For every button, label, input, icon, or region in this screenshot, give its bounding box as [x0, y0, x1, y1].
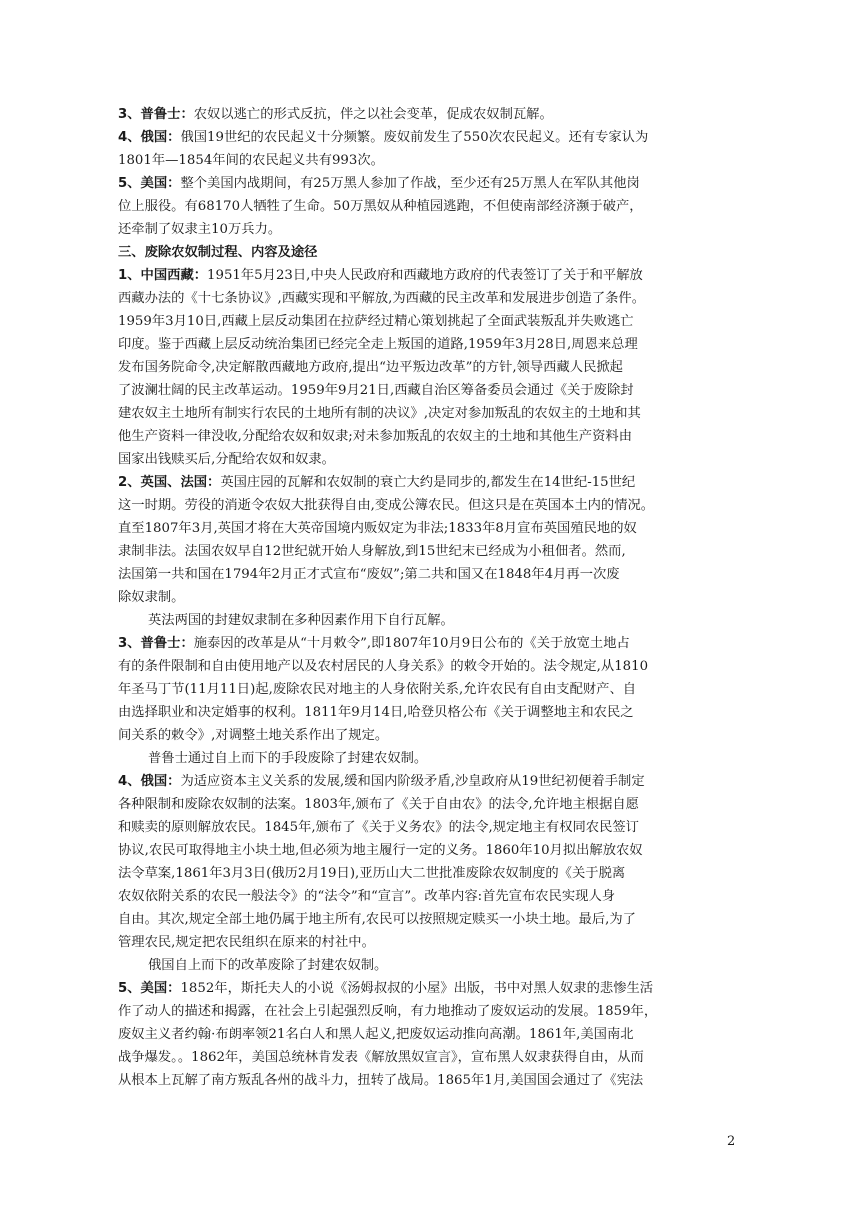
text-line — [118, 195, 740, 218]
line-text: 法国第一共和国在1794年2月正才式宣布“废奴”;第二共和国又在1848年4月再一次废 — [118, 567, 620, 582]
text-line — [118, 655, 740, 678]
line-text: 俄国19世纪的农民起义十分频繁。废奴前发生了550次农民起义。还有专家认为 — [180, 130, 649, 145]
text-line — [118, 563, 740, 586]
text-line — [118, 747, 740, 770]
text-line — [118, 793, 740, 816]
item-label: 3、普鲁士： — [118, 636, 194, 651]
text-line — [118, 839, 740, 862]
text-line — [118, 816, 740, 839]
line-text: 管理农民,规定把农民组织在原来的村社中。 — [118, 935, 375, 950]
text-line — [118, 770, 740, 793]
text-line — [118, 586, 740, 609]
text-line — [118, 724, 740, 747]
line-text: 1852年，斯托夫人的小说《汤姆叔叔的小屋》出版，书中对黑人奴隶的悲惨生活 — [180, 981, 654, 996]
text-line — [118, 1046, 740, 1069]
text-line — [118, 149, 740, 172]
line-text: 从根本上瓦解了南方叛乱各州的战斗力，扭转了战局。1865年1月,美国国会通过了《宪法 — [118, 1073, 644, 1088]
line-text: 自由。其次,规定全部土地仍属于地主所有,农民可以按照规定赎买一小块土地。最后,为了 — [118, 912, 636, 927]
text-line — [118, 126, 740, 149]
text-line — [118, 1023, 740, 1046]
line-text: 印度。鉴于西藏上层反动统治集团已经完全走上叛国的道路,1959年3月28日,周恩来总理 — [118, 337, 638, 352]
item-label: 2、英国、法国： — [118, 475, 221, 490]
line-text: 农奴以逃亡的形式反抗，伴之以社会变革，促成农奴制瓦解。 — [193, 107, 553, 122]
line-text: 协议,农民可取得地主小块土地,但必须为地主履行一定的义务。1860年10月拟出解放农奴 — [118, 843, 643, 858]
line-text: 有的条件限制和自由使用地产以及农村居民的人身关系》的敕令开始的。法令规定,从1810 — [118, 659, 649, 674]
line-text: 了波澜壮阔的民主改革运动。1959年9月21日,西藏自治区筹备委员会通过《关于废除封 — [118, 383, 634, 398]
text-line — [118, 908, 740, 931]
text-line — [118, 931, 740, 954]
section-heading — [118, 241, 740, 264]
text-line — [118, 517, 740, 540]
text-line — [118, 1069, 740, 1092]
line-text: 和赎卖的原则解放农民。1845年,颁布了《关于义务农》的法令,规定地主有权同农民签订 — [118, 820, 639, 835]
text-line — [118, 1000, 740, 1023]
text-line — [118, 356, 740, 379]
text-line — [118, 609, 740, 632]
document-body — [118, 103, 740, 1092]
line-text: 施泰因的改革是从“十月敕令”,即1807年10月9日公布的《关于放宽土地占 — [193, 636, 630, 651]
line-text: 间关系的敕令》,对调整土地关系作出了规定。 — [118, 728, 389, 743]
line-text: 1959年3月10日,西藏上层反动集团在拉萨经过精心策划挑起了全面武装叛乱并失败逃亡 — [118, 314, 634, 329]
line-text: 年圣马丁节(11月11日)起,废除农民对地主的人身依附关系,允许农民有自由支配财产、自 — [118, 682, 637, 697]
line-text: 西藏办法的《十七条协议》,西藏实现和平解放,为西藏的民主改革和发展进步创造了条件。 — [118, 291, 646, 306]
line-text: 发布国务院命令,决定解散西藏地方政府,提出“边平叛边改革”的方针,领导西藏人民掀起 — [118, 360, 623, 375]
line-text: 战争爆发。。1862年，美国总统林肯发表《解放黑奴宣言》，宣布黑人奴隶获得自由，从而 — [118, 1050, 644, 1065]
text-line — [118, 471, 740, 494]
line-text: 1951年5月23日,中央人民政府和西藏地方政府的代表签订了关于和平解放 — [207, 268, 643, 283]
line-text: 英国庄园的瓦解和农奴制的衰亡大约是同步的,都发生在14世纪-15世纪 — [220, 475, 636, 490]
line-text: 普鲁士通过自上而下的手段废除了封建农奴制。 — [148, 751, 428, 766]
line-text: 直至1807年3月,英国才将在大英帝国境内贩奴定为非法;1833年8月宣布英国殖民地的奴 — [118, 521, 637, 536]
line-text: 建农奴主土地所有制实行农民的土地所有制的决议》,决定对参加叛乱的农奴主的土地和其 — [118, 406, 641, 421]
text-line — [118, 494, 740, 517]
text-line — [118, 103, 740, 126]
text-line — [118, 885, 740, 908]
line-text: 还牵制了奴隶主10万兵力。 — [118, 222, 282, 237]
line-text: 隶制非法。法国农奴早自12世纪就开始人身解放,到15世纪末已经成为小租佃者。然而, — [118, 544, 626, 559]
line-text: 英法两国的封建奴隶制在多种因素作用下自行瓦解。 — [148, 613, 454, 628]
line-text: 由选择职业和决定婚事的权利。1811年9月14日,哈登贝格公布《关于调整地主和农民之 — [118, 705, 634, 720]
text-line — [118, 977, 740, 1000]
text-line — [118, 310, 740, 333]
item-label: 5、美国： — [118, 176, 181, 191]
line-text: 为适应资本主义关系的发展,缓和国内阶级矛盾,沙皇政府从19世纪初便着手制定 — [180, 774, 645, 789]
text-line — [118, 862, 740, 885]
text-line — [118, 632, 740, 655]
line-text: 国家出钱赎买后,分配给农奴和奴隶。 — [118, 452, 335, 467]
line-text: 三、废除农奴制过程、内容及途径 — [118, 245, 318, 260]
line-text: 作了动人的描述和揭露，在社会上引起强烈反响，有力地推动了废奴运动的发展。1859年， — [118, 1004, 658, 1019]
text-line — [118, 402, 740, 425]
line-text: 他生产资料一律没收,分配给农奴和奴隶;对未参加叛乱的农奴主的土地和其他生产资料由 — [118, 429, 632, 444]
text-line — [118, 218, 740, 241]
item-label: 3、普鲁士： — [118, 107, 194, 122]
item-label: 5、美国： — [118, 981, 181, 996]
text-line — [118, 678, 740, 701]
item-label: 4、俄国： — [118, 774, 181, 789]
line-text: 法令草案,1861年3月3日(俄历2月19日),亚历山大二世批准废除农奴制度的《关于脱离 — [118, 866, 626, 881]
text-line — [118, 264, 740, 287]
item-label: 4、俄国： — [118, 130, 181, 145]
line-text: 俄国自上而下的改革废除了封建农奴制。 — [148, 958, 388, 973]
text-line — [118, 379, 740, 402]
line-text: 各种限制和废除农奴制的法案。1803年,颁布了《关于自由农》的法令,允许地主根据自愿 — [118, 797, 639, 812]
line-text: 农奴依附关系的农民一般法令》的“法令”和“宣言”。改革内容:首先宣布农民实现人身 — [118, 889, 616, 904]
line-text: 整个美国内战期间，有25万黑人参加了作战，至少还有25万黑人在军队其他岗 — [180, 176, 640, 191]
text-line — [118, 448, 740, 471]
text-line — [118, 287, 740, 310]
line-text: 这一时期。劳役的消逝令农奴大批获得自由,变成公簿农民。但这只是在英国本土内的情况。 — [118, 498, 655, 513]
line-text: 位上服役。有68170人牺牲了生命。50万黑奴从种植园逃跑，不但使南部经济濒于破产， — [118, 199, 643, 214]
text-line — [118, 172, 740, 195]
text-line — [118, 425, 740, 448]
line-text: 1801年—1854年间的农民起义共有993次。 — [118, 153, 384, 168]
text-line — [118, 701, 740, 724]
page-number: 2 — [727, 1134, 736, 1149]
line-text: 废奴主义者约翰·布朗率领21名白人和黑人起义,把废奴运动推向高潮。1861年,美国南北 — [118, 1027, 634, 1042]
line-text: 除奴隶制。 — [118, 590, 185, 605]
text-line — [118, 333, 740, 356]
text-line — [118, 540, 740, 563]
item-label: 1、中国西藏： — [118, 268, 208, 283]
text-line — [118, 954, 740, 977]
